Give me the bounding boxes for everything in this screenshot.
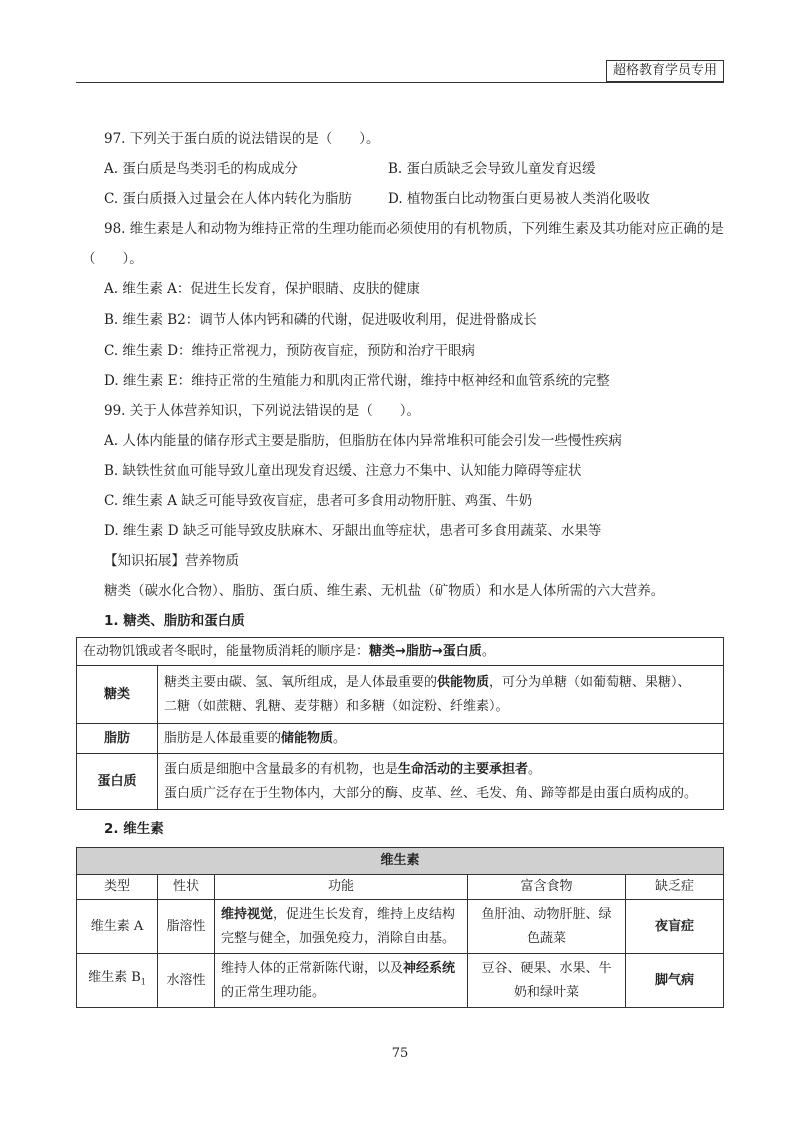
row-b1-type-main: 维生素 B — [88, 970, 141, 986]
protein-text-a: 蛋白质是细胞中含量最多的有机物，也是 — [164, 761, 399, 777]
table1-fat-head: 脂肪 — [77, 724, 158, 754]
header-badge: 超格教育学员专用 — [606, 60, 724, 82]
row-a-function-line1 — [221, 903, 461, 927]
q97-option-c: C. 蛋白质摄入过量会在人体内转化为脂肪 — [104, 191, 352, 207]
table1-sugar-line1 — [164, 671, 717, 695]
q99-option-a: A. 人体内能量的储存形式主要是脂肪，但脂肪在体内异常堆积可能会引发一些慢性疾病 — [104, 433, 622, 449]
q98-option-d: D. 维生素 E：维持正常的生殖能力和肌肉正常代谢，维持中枢神经和血管系统的完整 — [104, 373, 610, 389]
row-a-foods — [468, 900, 626, 954]
knowledge-title: 【知识拓展】营养物质 — [104, 553, 239, 569]
table1-sugar-cell — [158, 666, 724, 724]
col-deficiency: 缺乏症 — [626, 875, 724, 900]
q97-stem: 97. 下列关于蛋白质的说法错误的是（ ）。 — [104, 131, 380, 147]
sugar-text-a: 糖类主要由碳、氢、氧所组成，是人体最重要的 — [164, 674, 438, 690]
table1-protein-line1 — [164, 758, 717, 782]
knowledge-intro: 糖类（碳水化合物）、脂肪、蛋白质、维生素、无机盐（矿物质）和水是人体所需的六大营养。 — [104, 583, 665, 599]
nutrients-table — [76, 637, 724, 810]
fat-text-a: 脂肪是人体最重要的 — [164, 730, 282, 746]
row-b1-foods-line1: 豆谷、硬果、水果、牛 — [481, 960, 612, 976]
row-b1-deficiency: 脚气病 — [626, 954, 724, 1008]
table1-top-bold: 糖类→脂肪→蛋白质 — [369, 643, 482, 659]
col-foods: 富含食物 — [468, 875, 626, 900]
q98-stem: 98. 维生素是人和动物为维持正常的生理功能而必须使用的有机物质，下列维生素及其功能对应正确的是 — [104, 221, 724, 237]
q98-option-c: C. 维生素 D：维持正常视力，预防夜盲症，预防和治疗干眼病 — [104, 343, 476, 359]
vitamin-table-title: 维生素 — [77, 848, 724, 875]
row-b1-function-line1 — [221, 957, 461, 981]
q97-option-d: D. 植物蛋白比动物蛋白更易被人类消化吸收 — [388, 191, 650, 207]
col-property: 性状 — [158, 875, 215, 900]
row-b1-function-line2: 的正常生理功能。 — [221, 984, 326, 1000]
q97-option-b: B. 蛋白质缺乏会导致儿童发育迟缓 — [388, 161, 596, 177]
section-1-title: 1. 糖类、脂肪和蛋白质 — [104, 613, 245, 629]
row-b1-function — [215, 954, 468, 1008]
q98-option-a: A. 维生素 A：促进生长发育，保护眼睛、皮肤的健康 — [104, 281, 420, 297]
q98-option-b: B. 维生素 B2：调节人体内钙和磷的代谢，促进吸收利用，促进骨骼成长 — [104, 312, 537, 328]
row-b1-foods-line2: 奶和绿叶菜 — [513, 984, 579, 1000]
q99-option-b: B. 缺铁性贫血可能导致儿童出现发育迟缓、注意力不集中、认知能力障碍等症状 — [104, 463, 582, 479]
row-b1-type — [77, 954, 158, 1008]
protein-text-bold: 生命活动的主要承担者 — [398, 761, 529, 777]
table1-protein-head: 蛋白质 — [77, 754, 158, 810]
col-type: 类型 — [77, 875, 158, 900]
row-b1-foods — [468, 954, 626, 1008]
row-b1-property: 水溶性 — [158, 954, 215, 1008]
row-a-type: 维生素 A — [77, 900, 158, 954]
vitamin-table — [76, 847, 724, 1008]
row-a-function — [215, 900, 468, 954]
table1-protein-line2: 蛋白质广泛存在于生物体内，大部分的酶、皮革、丝、毛发、角、蹄等都是由蛋白质构成的。 — [164, 785, 698, 801]
table1-top-end: 。 — [481, 643, 495, 659]
fat-text-c: 。 — [333, 730, 347, 746]
q99-stem: 99. 关于人体营养知识，下列说法错误的是（ ）。 — [104, 403, 421, 419]
q98-stem-cont: （ ）。 — [82, 251, 143, 267]
row-a-foods-line1: 鱼肝油、动物肝脏、绿 — [481, 906, 612, 922]
row-b1-function-bold: 神经系统 — [403, 960, 456, 976]
table1-top-text: 在动物饥饿或者冬眠时，能量物质消耗的顺序是： — [83, 643, 370, 659]
table1-protein-cell — [158, 754, 724, 810]
fat-text-bold: 储能物质 — [281, 730, 334, 746]
sugar-text-c: ，可分为单糖（如葡萄糖、果糖）、 — [489, 674, 691, 690]
row-a-foods-line2: 色蔬菜 — [526, 930, 566, 946]
q99-option-c: C. 维生素 A 缺乏可能导致夜盲症，患者可多食用动物肝脏、鸡蛋、牛奶 — [104, 493, 533, 509]
col-function: 功能 — [215, 875, 468, 900]
row-a-function-bold: 维持视觉 — [221, 906, 274, 922]
row-a-property: 脂溶性 — [158, 900, 215, 954]
row-a-deficiency: 夜盲症 — [626, 900, 724, 954]
table1-sugar-head: 糖类 — [77, 666, 158, 724]
header-rule — [76, 82, 724, 83]
q97-option-a: A. 蛋白质是鸟类羽毛的构成成分 — [104, 161, 298, 177]
row-b1-type-sub: 1 — [140, 977, 146, 987]
row-b1-function-a: 维持人体的正常新陈代谢，以及 — [221, 960, 404, 976]
protein-text-c: 。 — [528, 761, 542, 777]
q99-option-d: D. 维生素 D 缺乏可能导致皮肤麻木、牙龈出血等症状，患者可多食用蔬菜、水果等 — [104, 523, 602, 539]
table1-fat-cell — [158, 724, 724, 754]
row-a-function-rest: ，促进生长发育，维持上皮结构 — [273, 906, 456, 922]
table1-top-row — [77, 638, 724, 666]
page-number: 75 — [391, 1046, 409, 1061]
section-2-title: 2. 维生素 — [104, 821, 164, 837]
table1-sugar-line2: 二糖（如蔗糖、乳糖、麦芽糖）和多糖（如淀粉、纤维素）。 — [164, 698, 509, 714]
sugar-text-bold: 供能物质 — [437, 674, 490, 690]
row-a-function-line2: 完整与健全，加强免疫力，消除自由基。 — [221, 930, 456, 946]
